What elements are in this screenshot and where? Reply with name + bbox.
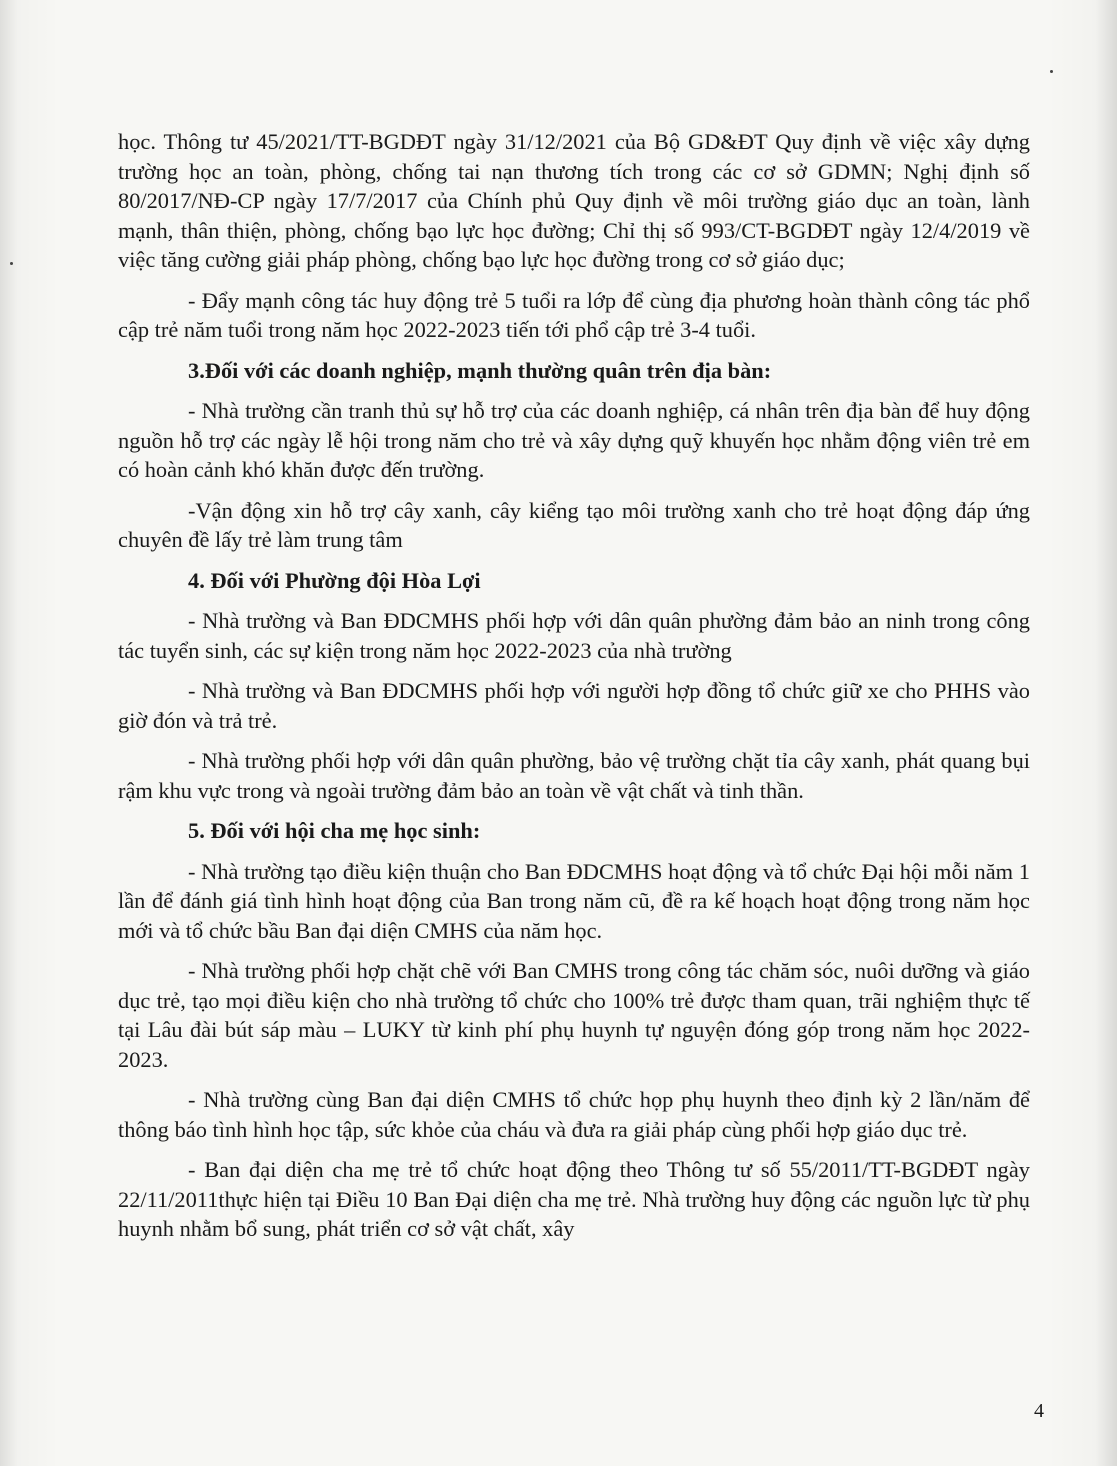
paragraph-parent-meetings: - Nhà trường cùng Ban đại diện CMHS tổ chức họp phụ huynh theo định kỳ 2 lần/năm để thông báo tình hình học tập, sức khỏe của cháu và đưa ra giải pháp cùng phối hợp giáo dục trẻ. <box>118 1087 1030 1142</box>
section-heading-3: 3.Đối với các doanh nghiệp, mạnh thường quân trên địa bàn: <box>188 357 772 383</box>
paragraph-parent-congress: - Nhà trường tạo điều kiện thuận cho Ban ĐDCMHS hoạt động và tổ chức Đại hội mỗi năm 1 lần để đánh giá tình hình hoạt động của Ban trong năm cũ, đề ra kế hoạch hoạt động trong năm học mới và tổ chức bầu Ban đại diện CMHS của năm học. <box>118 858 1030 943</box>
paragraph-business-support: - Nhà trường cần tranh thủ sự hỗ trợ của các doanh nghiệp, cá nhân trên địa bàn để huy động nguồn hỗ trợ các ngày lễ hội trong năm cho trẻ và xây dựng quỹ khuyến học nhằm động viên trẻ em có hoàn cảnh khó khăn được đến trường. <box>118 398 1030 482</box>
paragraph-green-trees: -Vận động xin hỗ trợ cây xanh, cây kiểng tạo môi trường xanh cho trẻ hoạt động đáp ứng chuyên đề lấy trẻ làm trung tâm <box>118 497 1030 552</box>
page-number: 4 <box>1034 1400 1044 1422</box>
paragraph-security: - Nhà trường và Ban ĐDCMHS phối hợp với dân quân phường đảm bảo an ninh trong công tác tuyển sinh, các sự kiện trong năm học 2022-2023 của nhà trường <box>118 608 1030 663</box>
paragraph-universal-education: - Đẩy mạnh công tác huy động trẻ 5 tuổi ra lớp để cùng địa phương hoàn thành công tác phổ cập trẻ năm tuổi trong năm học 2022-2023 tiến tới phổ cập trẻ 3-4 tuổi. <box>118 287 1030 342</box>
paragraph-legal-references: học. Thông tư 45/2021/TT-BGDĐT ngày 31/12/2021 của Bộ GD&ĐT Quy định về việc xây dựng trường học an toàn, phòng, chống tai nạn thương tích trong các cơ sở GDMN; Nghị định số 80/2017/NĐ-CP ngày 17/7/2017 của Chính phủ Quy định về môi trường giáo dục an toàn, lành mạnh, thân thiện, phòng, chống bạo lực học đường; Chỉ thị số 993/CT-BGDĐT ngày 12/4/2019 về việc tăng cường giải pháp phòng, chống bạo lực học đường trong cơ sở giáo dục; <box>118 129 1030 272</box>
scan-speck <box>1050 70 1053 73</box>
section-heading-5: 5. Đối với hội cha mẹ học sinh: <box>188 818 481 843</box>
scan-speck <box>10 262 13 265</box>
paragraph-tree-trimming: - Nhà trường phối hợp với dân quân phường, bảo vệ trường chặt tỉa cây xanh, phát quang bụi rậm khu vực trong và ngoài trường đảm bảo an toàn về vật chất và tinh thần. <box>118 748 1030 803</box>
page-body <box>118 127 1030 1255</box>
section-heading-4: 4. Đối với Phường đội Hòa Lợi <box>188 567 481 593</box>
paragraph-field-trip: - Nhà trường phối hợp chặt chẽ với Ban CMHS trong công tác chăm sóc, nuôi dưỡng và giáo dục trẻ, tạo mọi điều kiện cho nhà trường tổ chức cho 100% trẻ được tham quan, trãi nghiệm thực tế tại Lâu đài bút sáp màu – LUKY từ kinh phí phụ huynh tự nguyện đóng góp trong năm học 2022-2023. <box>118 958 1030 1072</box>
paragraph-parking: - Nhà trường và Ban ĐDCMHS phối hợp với người hợp đồng tổ chức giữ xe cho PHHS vào giờ đón và trả trẻ. <box>118 678 1030 733</box>
paragraph-parent-board: - Ban đại diện cha mẹ trẻ tổ chức hoạt động theo Thông tư số 55/2011/TT-BGDĐT ngày 22/11/2011thực hiện tại Điều 10 Ban Đại diện cha mẹ trẻ. Nhà trường huy động các nguồn lực từ phụ huynh nhằm bổ sung, phát triển cơ sở vật chất, xây <box>118 1157 1030 1241</box>
